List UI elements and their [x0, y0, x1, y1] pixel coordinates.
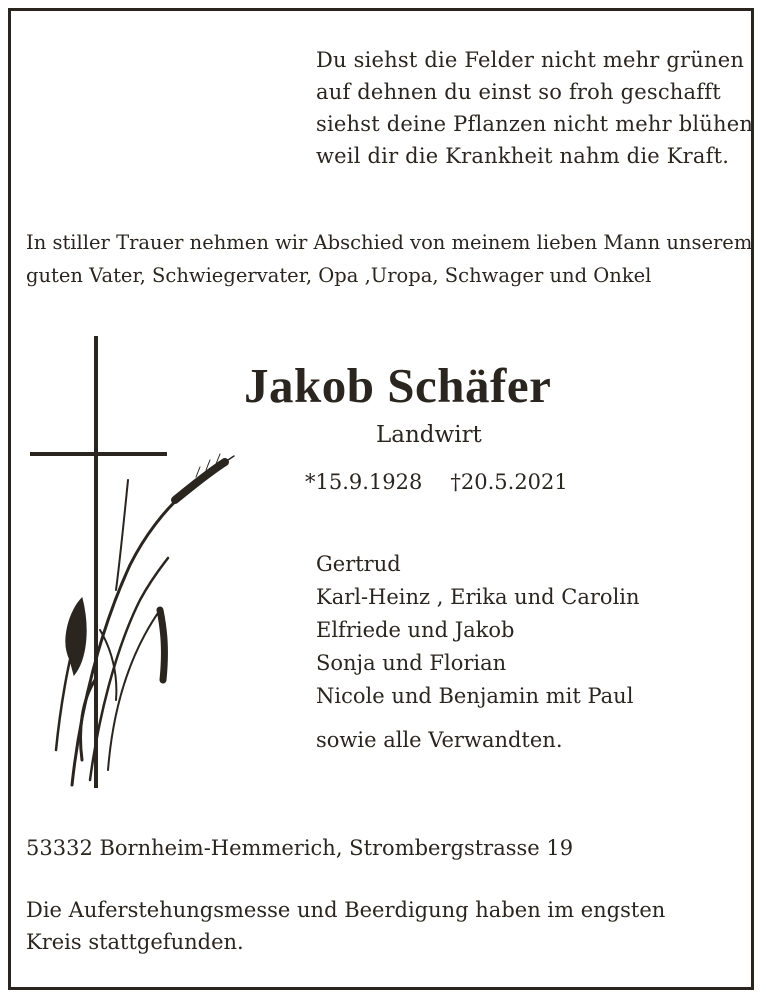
deceased-occupation: Landwirt [376, 422, 482, 448]
cross-icon [30, 336, 167, 788]
intro-line: In stiller Trauer nehmen wir Abschied von meinem lieben Mann unserem [26, 231, 753, 254]
wheat-icon [56, 454, 234, 785]
poem-line: auf dehnen du einst so froh geschafft [316, 80, 721, 104]
closing-line: Kreis stattgefunden. [26, 930, 244, 954]
deceased-name: Jakob Schäfer [244, 358, 552, 413]
mourners-list [316, 548, 640, 713]
poem [316, 44, 753, 172]
mourner-entry: Gertrud [316, 552, 401, 576]
poem-line: weil dir die Krankheit nahm die Kraft. [316, 144, 730, 168]
mourner-entry: Elfriede und Jakob [316, 618, 515, 642]
intro-text [26, 226, 752, 292]
mourner-entry: Karl-Heinz , Erika und Carolin [316, 585, 640, 609]
poem-line: siehst deine Pflanzen nicht mehr blühen [316, 112, 754, 136]
cross-and-wheat-illustration [20, 330, 240, 795]
mourner-entry: Sonja und Florian [316, 651, 507, 675]
death-date: †20.5.2021 [450, 470, 568, 494]
relatives-line: sowie alle Verwandten. [316, 728, 563, 752]
mourner-entry: Nicole und Benjamin mit Paul [316, 684, 634, 708]
poem-line: Du siehst die Felder nicht mehr grünen [316, 48, 745, 72]
closing-note [26, 894, 665, 958]
family-address: 53332 Bornheim-Hemmerich, Strombergstrasse 19 [26, 836, 574, 860]
life-dates [305, 470, 568, 494]
birth-date: *15.9.1928 [305, 470, 423, 494]
closing-line: Die Auferstehungsmesse und Beerdigung haben im engsten [26, 898, 666, 922]
intro-line: guten Vater, Schwiegervater, Opa ,Uropa, Schwager und Onkel [26, 264, 652, 287]
